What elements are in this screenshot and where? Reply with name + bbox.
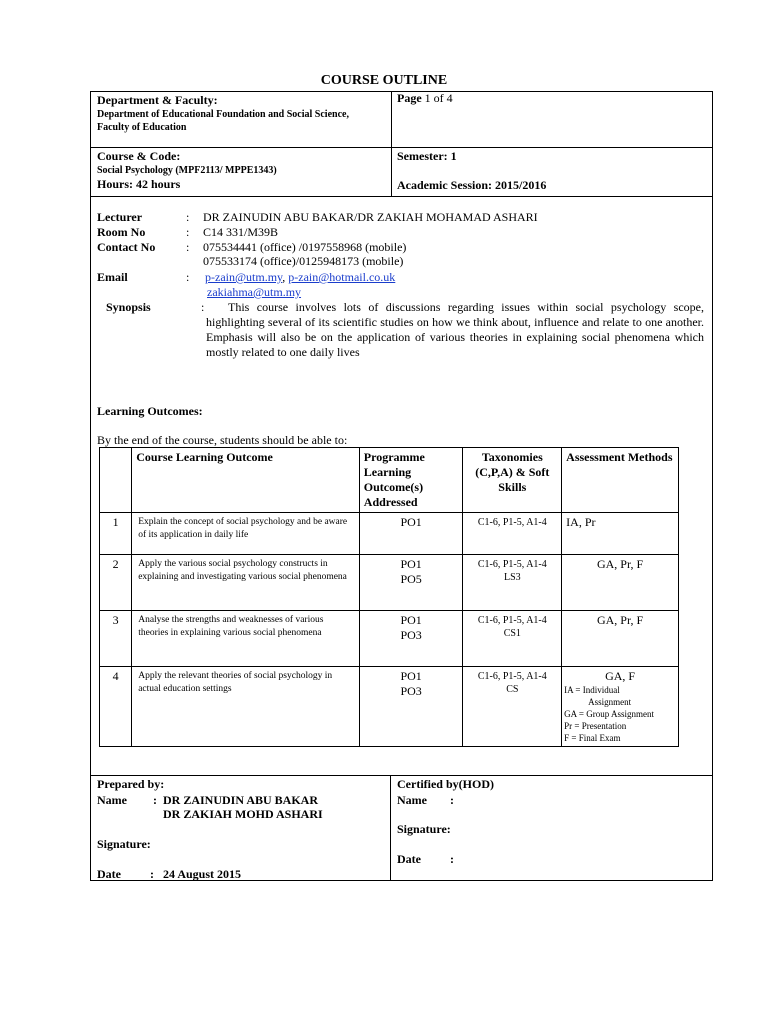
email-link-2[interactable]: p-zain@hotmail.co.uk	[288, 270, 396, 284]
course-value: Social Psychology (MPF2113/ MPPE1343)	[97, 165, 277, 176]
dept-line-1: Department of Educational Foundation and Social Science,	[97, 109, 349, 120]
page-value: 1 of 4	[424, 91, 453, 105]
room-label: Room No	[97, 225, 146, 239]
cert-date-label: Date	[397, 852, 421, 866]
prepared-label: Prepared by:	[97, 777, 165, 791]
page-indicator	[397, 91, 453, 106]
col-clo: Course Learning Outcome	[136, 450, 273, 464]
table-row: 3 Analyse the strengths and weaknesses of various theories in explaining various social phenomena PO1 PO3 C1-6, P1-5, A1-4 CS1 GA, Pr, F	[100, 611, 679, 667]
email-label: Email	[97, 270, 128, 284]
table-header-row	[100, 448, 679, 513]
synopsis-text: This course involves lots of discussions regarding issues within social psychology scope, highlighting several of its scientific studies on how we think about, influence and relate to one another. Emphasis will also be on the application of various theories in explaining social phenomena which mostly related to one daily lives	[206, 300, 704, 359]
col-plo: Programme Learning Outcome(s) Addressed	[363, 450, 425, 509]
date-value: 24 August 2015	[163, 867, 242, 881]
table-row: 2 Apply the various social psychology constructs in explaining and investigating various social phenomena PO1 PO5 C1-6, P1-5, A1-4 LS3 GA, Pr, F	[100, 555, 679, 611]
cert-signature-label: Signature:	[397, 822, 451, 836]
learning-intro: By the end of the course, students should be able to:	[97, 433, 348, 447]
learning-outcomes-table	[99, 447, 679, 747]
page-label: Page	[397, 91, 422, 105]
contact-line-1: 075534441 (office) /0197558968 (mobile)	[203, 240, 407, 254]
preparer-name-1: DR ZAINUDIN ABU BAKAR	[163, 793, 319, 807]
preparer-name-2: DR ZAKIAH MOHD ASHARI	[163, 807, 323, 821]
synopsis-label: Synopsis	[106, 300, 151, 314]
table-row: 4 Apply the relevant theories of social psychology in actual education settings PO1 PO3 C1-6, P1-5, A1-4 CS GA, F IA = Individual Assignment GA = Group Assignment Pr = Presentation F = Final Exam	[100, 667, 679, 747]
certified-label: Certified by(HOD)	[397, 777, 494, 791]
name-label: Name	[97, 793, 127, 807]
col-assessment: Assessment Methods	[566, 450, 673, 464]
lecturer-label: Lecturer	[97, 210, 143, 224]
email-link-3[interactable]: zakiahma@utm.my	[207, 285, 302, 299]
email-line: p-zain@utm.my, p-zain@hotmail.co.uk	[205, 270, 396, 284]
contact-line-2: 075533174 (office)/0125948173 (mobile)	[203, 254, 404, 268]
hours: Hours: 42 hours	[97, 177, 181, 191]
email-link-1[interactable]: p-zain@utm.my	[205, 270, 283, 284]
dept-line-2: Faculty of Education	[97, 122, 187, 133]
course-label: Course & Code:	[97, 149, 181, 163]
assessment-legend: IA = Individual Assignment GA = Group Assignment Pr = Presentation F = Final Exam	[564, 685, 654, 743]
contact-label: Contact No	[97, 240, 156, 254]
page-title: COURSE OUTLINE	[320, 73, 448, 88]
semester: Semester: 1	[397, 149, 457, 163]
signature-label: Signature:	[97, 837, 151, 851]
cert-name-label: Name	[397, 793, 427, 807]
col-taxonomies: Taxonomies (C,P,A) & Soft Skills	[475, 450, 550, 494]
date-label: Date	[97, 867, 121, 881]
learning-outcomes-heading: Learning Outcomes:	[97, 404, 203, 418]
academic-session: Academic Session: 2015/2016	[397, 178, 547, 192]
lecturer-value: DR ZAINUDIN ABU BAKAR/DR ZAKIAH MOHAMAD ASHARI	[203, 210, 538, 224]
dept-label: Department & Faculty:	[97, 93, 218, 107]
table-row: 1 Explain the concept of social psychology and be aware of its application in daily life PO1 C1-6, P1-5, A1-4 IA, Pr	[100, 513, 679, 555]
room-value: C14 331/M39B	[203, 225, 279, 239]
